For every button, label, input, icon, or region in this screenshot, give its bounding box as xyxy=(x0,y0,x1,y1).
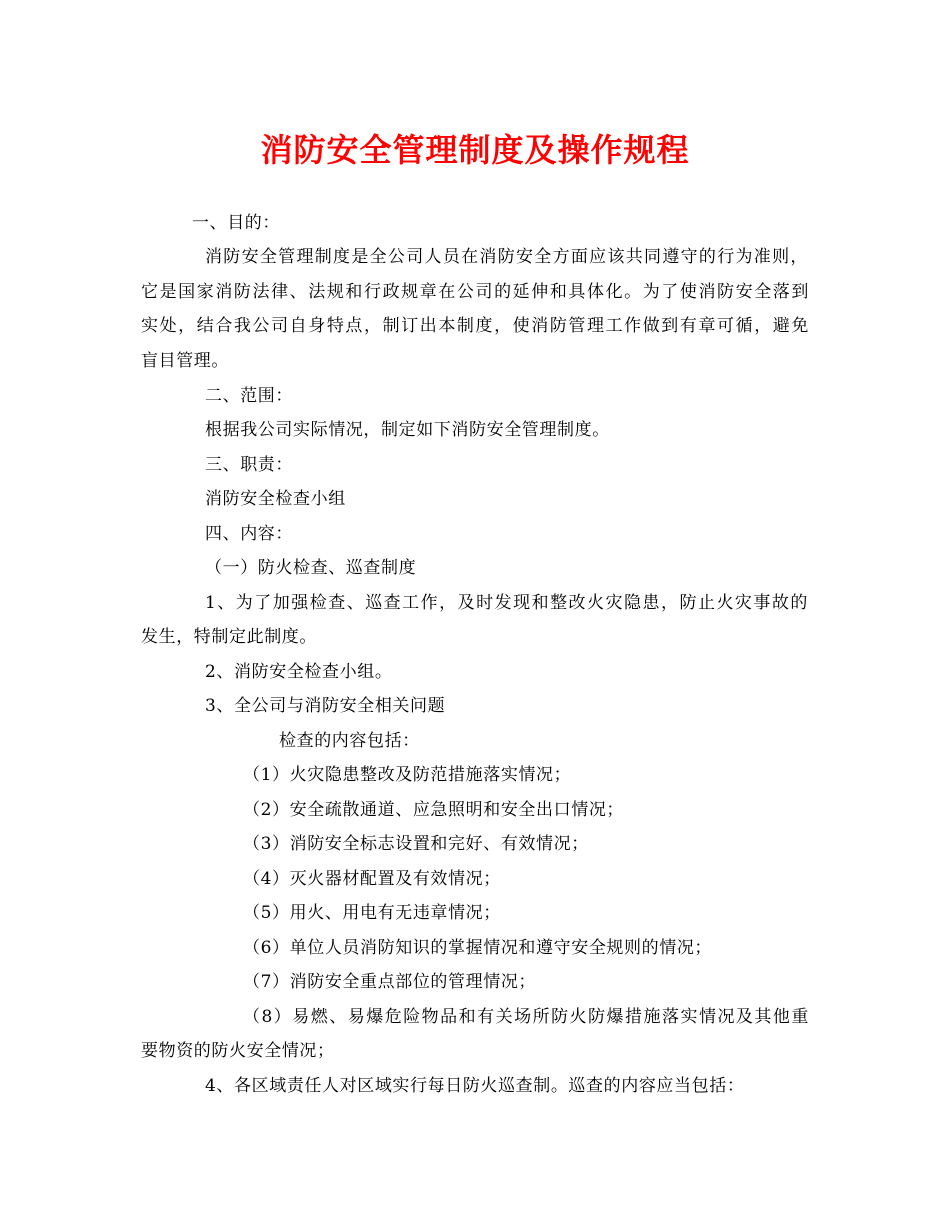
paragraph-line: 根据我公司实际情况，制定如下消防安全管理制度。 xyxy=(205,420,610,440)
list-item: （3）消防安全标志设置和完好、有效情况； xyxy=(243,834,589,854)
paragraph-line: 盲目管理。 xyxy=(141,351,229,371)
section-heading-content: 四、内容： xyxy=(205,524,293,544)
section-heading-duties: 三、职责： xyxy=(205,455,293,475)
list-item: （2）安全疏散通道、应急照明和安全出口情况； xyxy=(243,800,625,820)
paragraph-line: 消防安全管理制度是全公司人员在消防安全方面应该共同遵守的行为准则， xyxy=(205,247,808,267)
paragraph-line: 发生，特制定此制度。 xyxy=(141,627,317,647)
list-item: （4）灭火器材配置及有效情况； xyxy=(243,869,501,889)
paragraph-line: 消防安全检查小组 xyxy=(205,489,346,509)
paragraph-line: 它是国家消防法律、法规和行政规章在公司的延伸和具体化。为了使消防安全落到 xyxy=(141,282,809,302)
paragraph-line: 2、消防安全检查小组。 xyxy=(205,662,393,682)
paragraph-line: 检查的内容包括： xyxy=(279,731,420,751)
list-item: （5）用火、用电有无违章情况； xyxy=(243,903,501,923)
list-item: （1）火灾隐患整改及防范措施落实情况； xyxy=(243,765,572,785)
paragraph-line: 实处，结合我公司自身特点，制订出本制度，使消防管理工作做到有章可循，避免 xyxy=(141,316,809,336)
list-item-continuation: 要物资的防火安全情况； xyxy=(141,1041,335,1061)
paragraph-line: 3、全公司与消防安全相关问题 xyxy=(205,696,446,716)
section-heading-scope: 二、范围： xyxy=(205,386,293,406)
paragraph-line: 4、各区域责任人对区域实行每日防火巡查制。巡查的内容应当包括： xyxy=(205,1076,745,1096)
paragraph-line: 1、为了加强检查、巡查工作，及时发现和整改火灾隐患，防止火灾事故的 xyxy=(205,593,808,613)
list-item: （6）单位人员消防知识的掌握情况和遵守安全规则的情况； xyxy=(243,938,713,958)
subsection-heading: （一）防火检查、巡查制度 xyxy=(205,558,417,578)
document-title: 消防安全管理制度及操作规程 xyxy=(260,131,690,169)
list-item: （7）消防安全重点部位的管理情况； xyxy=(243,972,537,992)
list-item: （8）易燃、易爆危险物品和有关场所防火防爆措施落实情况及其他重 xyxy=(243,1007,809,1027)
section-heading-purpose: 一、目的： xyxy=(192,213,280,233)
